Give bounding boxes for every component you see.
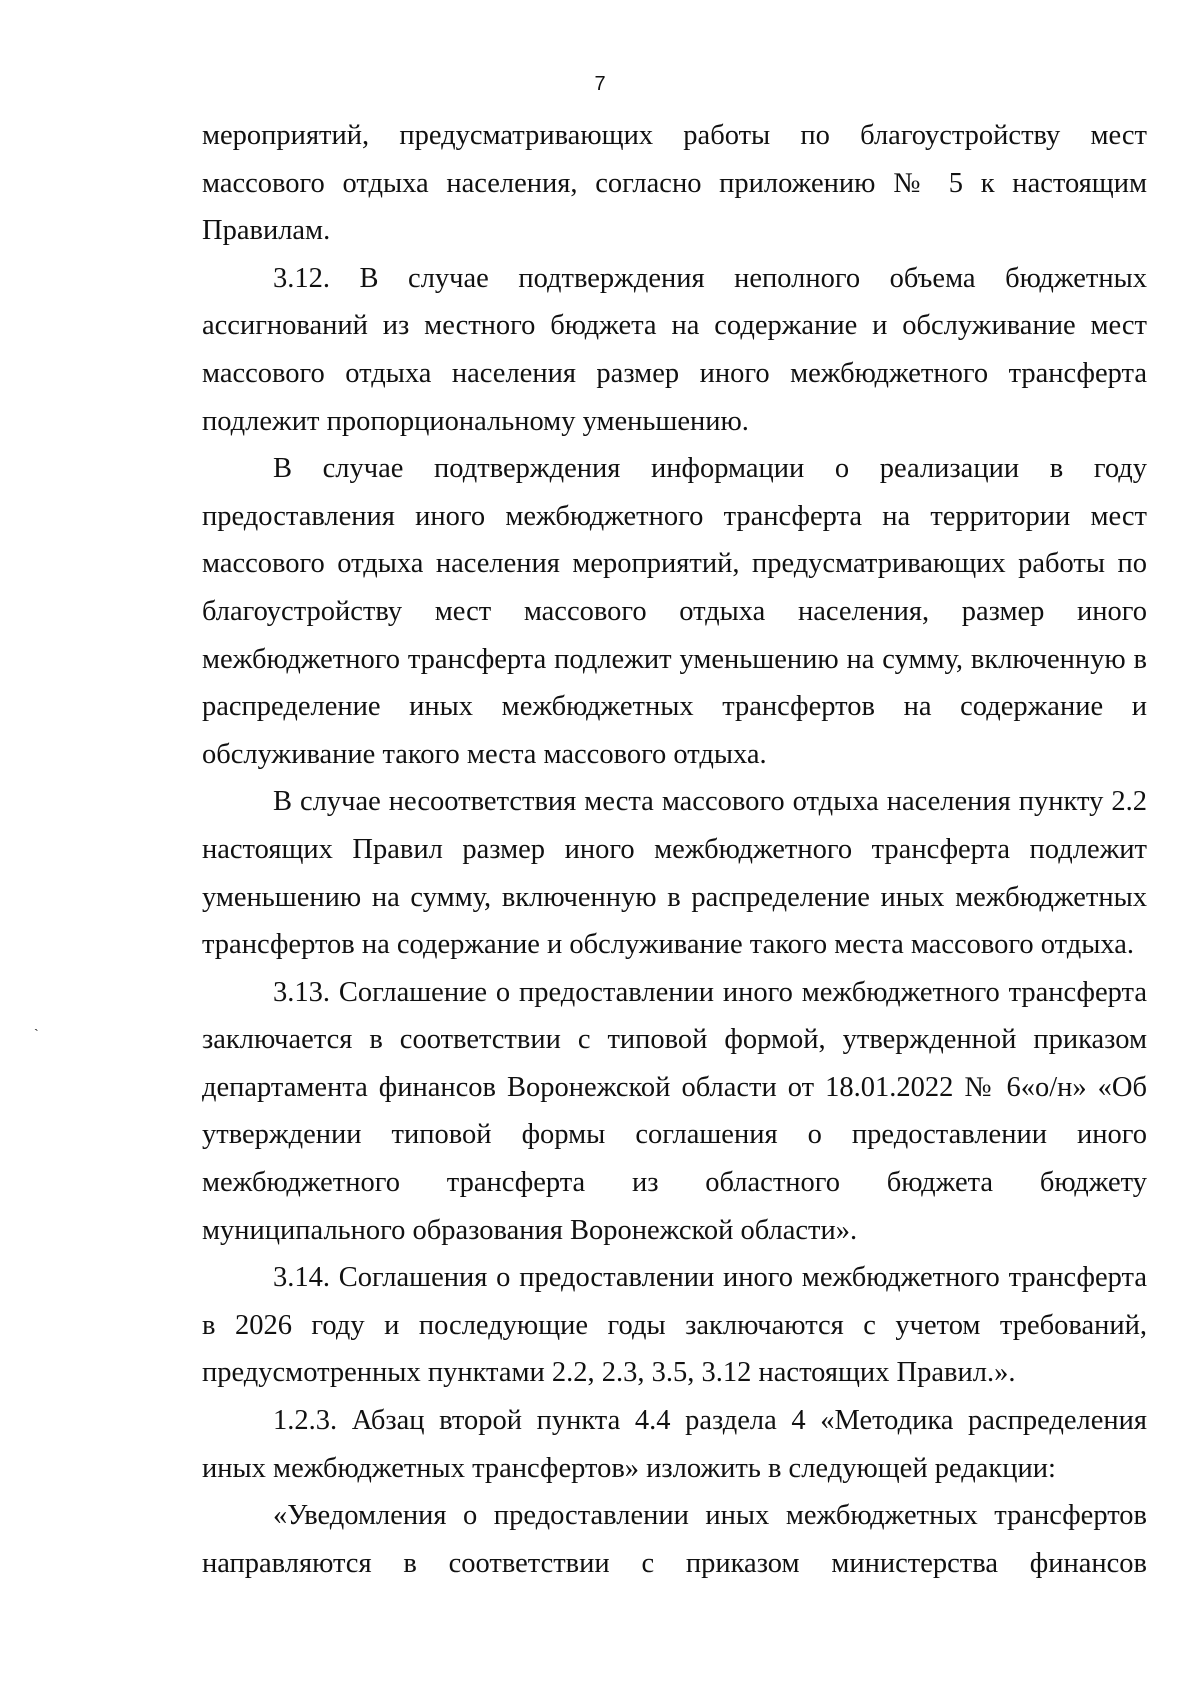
page-number: 7 xyxy=(594,73,606,95)
paragraph-3-12-mismatch: В случае несоответствия места массового отдыха населения пункту 2.2 настоящих Правил размер иного межбюджетного трансферта подлежит уменьшению на сумму, включенную в распределение иных межбюджетных трансфертов на содержание и обслуживание такого места массового отдыха. xyxy=(202,786,1147,961)
paragraph-notifications: «Уведомления о предоставлении иных межбюджетных трансфертов направляются в соответствии с приказом министерства финансов xyxy=(202,1500,1147,1579)
paragraph-3-12-information: В случае подтверждения информации о реализации в году предоставления иного межбюджетного трансферта на территории мест массового отдыха населения мероприятий, предусматривающих работы по благоустройству мест массового отдыха населения, размер иного межбюджетного трансферта подлежит уменьшению на сумму, включенную в распределение иных межбюджетных трансфертов на содержание и обслуживание такого места массового отдыха. xyxy=(202,453,1147,770)
paragraph-1-2-3: 1.2.3. Абзац второй пункта 4.4 раздела 4 «Методика распределения иных межбюджетных трансфертов» изложить в следующей редакции: xyxy=(202,1405,1147,1484)
paragraph-continuation: мероприятий, предусматривающих работы по благоустройству мест массового отдыха населения, согласно приложению № 5 к настоящим Правилам. xyxy=(202,120,1147,247)
document-body xyxy=(202,112,1147,1587)
scan-speck: ˎ xyxy=(34,1017,39,1032)
paragraph-3-12: 3.12. В случае подтверждения неполного объема бюджетных ассигнований из местного бюджета на содержание и обслуживание мест массового отдыха населения размер иного межбюджетного трансферта подлежит пропорциональному уменьшению. xyxy=(202,262,1147,437)
paragraph-3-13: 3.13. Соглашение о предоставлении иного межбюджетного трансферта заключается в соответствии с типовой формой, утвержденной приказом департамента финансов Воронежской области от 18.01.2022 № 6«о/н» «Об утверждении типовой формы соглашения о предоставлении иного межбюджетного трансферта из областного бюджета бюджету муниципального образования Воронежской области». xyxy=(202,976,1147,1246)
paragraph-3-14: 3.14. Соглашения о предоставлении иного межбюджетного трансферта в 2026 году и последующие годы заключаются с учетом требований, предусмотренных пунктами 2.2, 2.3, 3.5, 3.12 настоящих Правил.». xyxy=(202,1262,1147,1389)
